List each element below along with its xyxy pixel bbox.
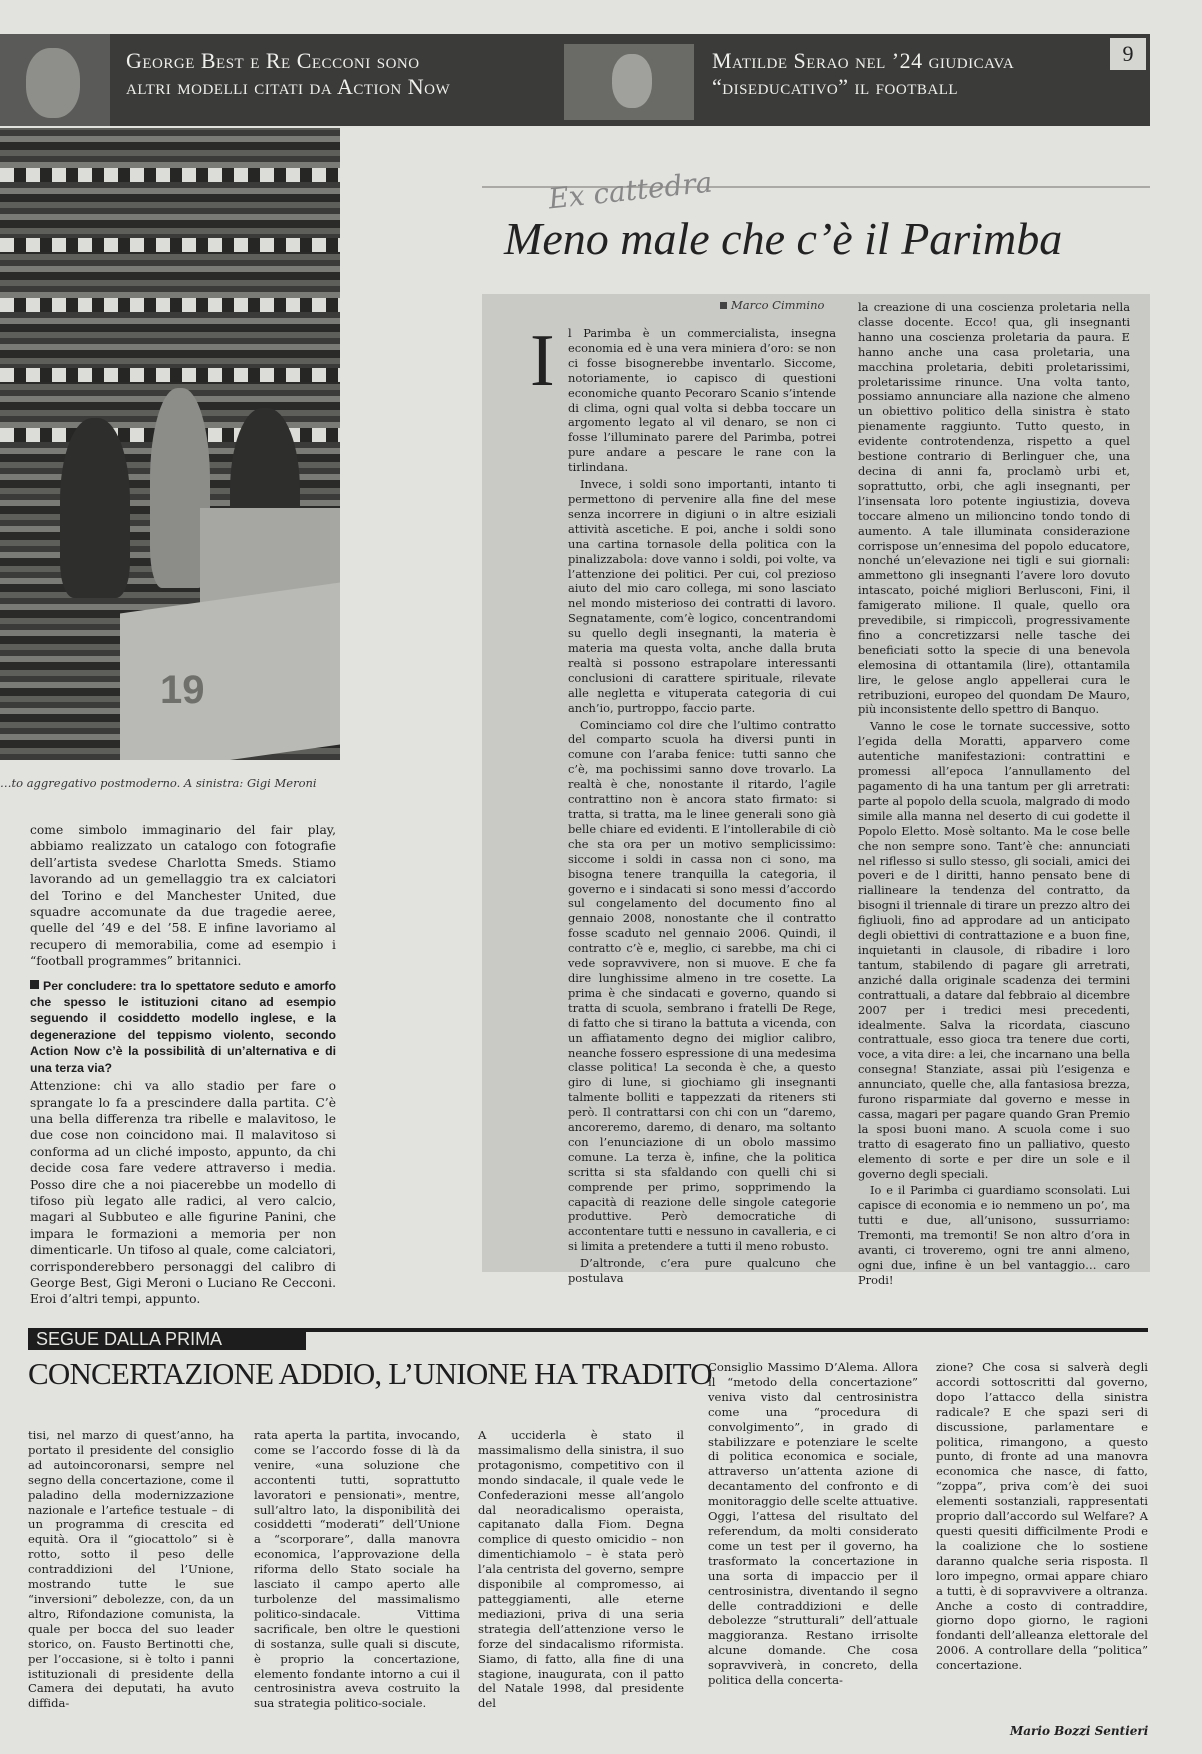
bottom-article-title: CONCERTAZIONE ADDIO, L’UNIONE HA TRADITO xyxy=(28,1356,712,1391)
header-left-line1: George Best e Re Cecconi sono xyxy=(126,48,420,73)
byline-author: Marco Cimmino xyxy=(731,298,825,312)
header-left-line2: altri modelli citati da Action Now xyxy=(126,74,451,99)
article-kicker: Ex cattedra xyxy=(546,165,714,216)
photo-caption: …to aggregativo postmoderno. A sinistra: Gigi Meroni xyxy=(0,776,317,790)
header-right-line2: “diseducativo” il football xyxy=(712,74,959,99)
header-photo-best xyxy=(0,34,110,126)
article-paragraph: l Parimba è un commercialista, insegna economia ed è una vera miniera d’oro: se non ci fosse bisognerebbe inventarlo. Siccome, notoriamente, io capisco di questioni economiche quanto Pecoraro Scanio s’intende di clima, ogni qual volta si debba toccare un argomento legato al vil denaro, se non ci fosse l’illuminato parere del Parimba, potrei pure andare a pescare le rane con la tirlindana. xyxy=(568,326,836,475)
section-tag: SEGUE DALLA PRIMA xyxy=(28,1328,306,1350)
header-left-title xyxy=(126,48,526,100)
article-column-1 xyxy=(568,326,836,1288)
article-paragraph: Invece, i soldi sono importanti, intanto ti permettono di pervenire alla fine del mese senza incorrere in digiuni o in altre esiziali attività ascetiche. E poi, anche i soldi sono una cartina tornasole della politica con la pinalizzabola: dove vanno i soldi, poi volte, va l’attenzione dei politici. Per cui, col prezioso aiuto del mio caro collega, mi sono lasciato nel mondo misterioso dei contratti di lavoro. Segnatamente, com’è logico, concentrandomi su quello degli insegnanti, la materia è materia ma questa volta, anche dalla bruta realtà si possono estrapolare interessanti conclusioni di carattere spirituale, rilevate alle negletta e vituperata categoria di cui anch’io, purtroppo, faccio parte. xyxy=(568,477,836,715)
header-photo-face xyxy=(26,48,80,118)
scarf-stripe xyxy=(0,298,340,312)
interview-answer: Attenzione: chi va allo stadio per fare o sprangate lo fa a prescindere dalla partita. C’è una bella differenza tra ribelle e malavitoso, le due cose non coincidono mai. Il malavitoso si conforma ad un cliché imposto, appunto, da chi decide cosa fare vedere attraverso i media. Posso dire che a noi piacerebbe un modello di tifoso più legato alle radici, al vero calcio, magari al Subbuteo e alle figurine Panini, che impara le formazioni a memoria per non dimenticarle. Un tifoso al quale, come calciatori, corrisponderebbero personaggi del calibro di George Best, Gigi Meroni o Luciano Re Cecconi. Eroi d’altri tempi, appunto. xyxy=(30,1079,336,1307)
fan-figure xyxy=(60,418,130,598)
header-photo-serao xyxy=(564,44,694,120)
page-number: 9 xyxy=(1110,38,1146,70)
article-column-2 xyxy=(858,300,1130,1290)
bottom-column-1: tisi, nel marzo di quest’anno, ha portato il presidente del consiglio ad autoincoronarsi, sempre nel segno della concertazione, come il paladino della modernizzazione nazionale e l’artefice testuale – di un programma di crescita ed equità. Ora il “giocattolo” si è rotto, sotto il peso delle contraddizioni del l’Unione, mostrando tutte le sue “inversioni” debolezze, con, da un altro, Rifondazione comunista, la quale per bocca del suo leader storico, on. Fausto Bertinotti che, per l’occasione, si è tolto i panni istituzionali di presidente della Camera dei deputati, ha avuto diffida- xyxy=(28,1428,234,1711)
article-paragraph: Vanno le cose le tornate successive, sotto l’egida della Moratti, apparvero come autentiche manifestazioni: contrattini e promessi all’epoca l’annullamento del pagamento di ha una tantum per gli arretrati: parte al popolo della scuola, malgrado di modo simile alla manna nel deserto di cui godette il Popolo Eletto. Mosè soltanto. Ma le cose belle che non sempre sono. Tant’è che: annunciati nel riflesso si sullo stesso, gli sociali, amici dei poveri e de l diritti, hanno pensato bene di riallineare la tendenza del contratto, da bisogni il triennale di tirare un prezzo altro dei figliuoli, fino ad approdare ad un anticipato degli obiettivi di contrattazione e a buon fine, inquietanti in clausole, di ribadire i loro tantum, stabilendo di pagare gli arretrati, anziché dalla originale scadenza dei termini contrattuali, a datare dal febbraio al dicembre 2007 per i tredici mesi precedenti, idealmente. Salva la ricordata, ciascuno contrattuale, esso gioca tra tenere due corti, voce, a vita dire: a lei, che incarnano una bella consegna! Stanziate, assai più l’esigenza e annunciato, quelle che, alla fantasiosa brezza, furono risparmiate dal governo e messe in cassa, magari per pagare quando Gran Premio la sposi buoni mano. A scuola come i suo tratto di esagerato fino un palliativo, questo elemento di sorte e per dire un sole e il governo degli speciali. xyxy=(858,719,1130,1181)
bottom-column-5: zione? Che cosa si salverà degli accordi sottoscritti dal governo, dopo l’attacco della sinistra radicale? E che spazi seri di discussione, parlamentare e politica, rimangono, a questo punto, di fronte ad una manovra economica che nasce, di fatto, “zoppa”, priva com’è dei suoi elementi sostanziali, rappresentati proprio dall’accordo sul Welfare? A questi quesiti difficilmente Prodi e la coalizione che lo sostiene daranno qualche seria risposta. Il loro impegno, ormai appare chiaro a tutti, è di sopravvivere a oltranza. Anche a costo di contraddire, giorno dopo giorno, le ragioni fondanti dell’alleanza elettorale del 2006. A controllare della “politica” concertazione. xyxy=(936,1360,1148,1673)
stadium-fans-photo xyxy=(0,128,340,760)
article-dropcap: I xyxy=(530,320,555,402)
header-right-title xyxy=(712,48,1092,100)
byline-marker-icon xyxy=(720,302,727,309)
interview-question xyxy=(30,978,336,1076)
bottom-column-2: rata aperta la partita, invocando, come se l’accordo fosse di là da venire, «una soluzione che accontenti tutti, soprattutto lavoratori e pensionati», mentre, sull’altro lato, la disponibilità dei cosiddetti “moderati” dell’Unione a “scorporare”, dalla manovra economica, l’approvazione della riforma dello Stato sociale ha lasciato il campo aperto alle turbolenze del massimalismo politico-sindacale. Vittima sacrificale, ben oltre le questioni di sostanza, sulle quali si discute, è proprio la concertazione, elemento fondante intorno a cui il centrosinistra aveva costruito la sua strategia politico-sociale. xyxy=(254,1428,460,1711)
bottom-column-3: A ucciderla è stato il massimalismo della sinistra, il suo protagonismo, competitivo con il mondo sindacale, il quale vede le Confederazioni messe all’angolo dal neoradicalismo operaista, capitanato dalla Fiom. Degna complice di questo omicidio – non dimentichiamolo – è stata però l’ala centrista del governo, sempre disponibile al compromesso, ai patteggiamenti, alle eterne mediazioni, priva di una seria strategia dell’attenzione verso le forze del sindacalismo riformista. Siamo, di fatto, alla fine di una stagione, inaugurata, con il patto del Natale 1998, dal presidente del xyxy=(478,1428,684,1711)
article-title: Meno male che c’è il Parimba xyxy=(504,213,1063,264)
banner-number: 19 xyxy=(160,668,205,712)
interview-paragraph: come simbolo immaginario del fair play, abbiamo realizzato un catalogo con fotografie dell’artista svedese Charlotta Smeds. Stiamo lavorando ad un gemellaggio tra ex calciatori del Torino e del Manchester United, due squadre accomunate da due tragedie aeree, quelle del ’49 e del ’58. E infine lavoriamo al recupero di memorabilia, come ad esempio i “football programmes” britannici. xyxy=(30,823,336,969)
header-photo-face xyxy=(612,54,652,108)
interview-column xyxy=(30,822,336,1310)
scarf-stripe xyxy=(0,368,340,382)
article-paragraph: Io e il Parimba ci guardiamo sconsolati. Lui capisce di economia e io nemmeno un po’, ma tutti e due, all’unisono, sussurriamo: Tremonti, ma tremonti! Se non altro d’ora in avanti, ci troveremo, ogni tre anni almeno, ogni due, infine è un bel vantaggio… caro Prodi! xyxy=(858,1183,1130,1287)
interview-question-text: Per concludere: tra lo spettatore seduto e amorfo che spesso le istituzioni citano ad esempio seguendo il cosiddetto modello inglese, e la degenerazione del teppismo violento, secondo Action Now c’è la possibilità di un’alternativa e di una terza via? xyxy=(30,978,336,1075)
bottom-column-4: Consiglio Massimo D’Alema. Allora il “metodo della concertazione” veniva visto dal centrosinistra come una “procedura di convolgimento”, in grado di stabilizzare e potenziare le scelte di politica economica e sociale, attraverso un’attenta azione di decantamento del confronto e di monitoraggio delle scelte attuative. Oggi, l’attesa del risultato del referendum, da molti considerato come un test per il governo, ha trasformato la concertazione in una sorta di impaccio per il centrosinistra, diventando il segno delle contraddizioni e delle debolezze “strutturali” dell’attuale maggioranza. Restano irrisolte alcune domande. Che cosa sopravviverà, in concreto, della politica della concerta- xyxy=(708,1360,918,1688)
header-right-line1: Matilde Serao nel ’24 giudicava xyxy=(712,48,1015,73)
fan-banner xyxy=(120,583,340,760)
article-paragraph: Cominciamo col dire che l’ultimo contratto del comparto scuola ha diversi punti in comune con l’araba fenice: tutti sanno che c’è, ma pochissimi sanno dove trovarlo. La realtà è che, nonostante il ritardo, l’agile contrattino non è ancora stato firmato: si tratta, si tratta, ma le linee generali sono già belle chiare ed evidenti. E l’intollerabile di ciò che sta ora per un motivo semplicissimo: siccome i soldi in cassa non ci sono, ma bisogna tenere tranquilla la categoria, il governo e i sindacati si sono messi d’accordo sul congelamento del documento fino al gennaio 2008, nonostante che il contratto fosse scaduto nel gennaio 2006. Quindi, il contratto c’è e, meglio, ci sarebbe, ma chi ci vede sopravvivere, non si muove. E che fa dire lunghissime almeno in tre cosette. La prima è che sindacati e governo, quando si tratta di scuola, sembrano i fratelli De Rege, di fatto che si tirano la battuta a vicenda, con un affiatamento degno dei miglior calibro, neanche fossero espressione di una medesima classe politica! La seconda è che, a questo giro di lune, si giochiamo gli insegnanti talmente bolliti e tappezzati da riteners sti però. Il contrattarsi con chi con un “daremo, ancoreremo, daremo, di denaro, ma soltanto con l’enunciazione di un obolo massimo comune. La terza è, infine, che la politica scritta si sta sfaldando con quelli chi si comprende per primo, sopprimendo la capacità di reazione delle singole categorie produttive. Però democratiche di accontentare tutti e nessuno in cavalleria, e ci si limita a pretendere a tutti il meno robusto. xyxy=(568,717,836,1254)
scarf-stripe xyxy=(0,238,340,252)
article-byline xyxy=(720,298,824,312)
scarf-stripe xyxy=(0,168,340,182)
question-marker-icon xyxy=(30,980,39,989)
bottom-signature: Mario Bozzi Sentieri xyxy=(1010,1724,1149,1738)
article-paragraph: D’altronde, c’era pure qualcuno che postulava xyxy=(568,1256,836,1286)
article-paragraph: la creazione di una coscienza proletaria nella classe docente. Ecco! qua, gli insegnanti hanno una coscienza proletaria da paura. E hanno anche una casa proletaria, una macchina proletaria, debiti proletarissimi, proletarissime rinunce. Una volta tanto, possiamo annunciare alla nazione che almeno un obiettivo politico della sinistra è stato pienamente raggiunto. Tutto questo, in evidente controtendenza, rispetto a quel bestione contrario di Berlinguer che, una decina di anni fa, proclamò urbi et, soprattutto, orbi, che agli insegnanti, per l’insensata loro potente ingiustizia, doveva toccare almeno un milioncino tondo tondo di aumento. A tale illuminata considerazione corrispose un’ennesima del popolo educatore, nonché un’elevazione nei tigli e sui giornali: ammettono gli insegnanti l’avere loro dovuto intascato, poiché migliori Berlusconi, Fini, il famigerato milione. Il quale, quello ora prevedibile, si rimpiccolì, progressivamente fino a concretizzarsi nelle tasche dei beneficiati sotto la specie di una benevola elemosina di ottantamila (lire), ottantamila lire, le gelose anglo appellerai cura le retribuzioni, europeo del quondam De Mauro, più inconsistente dello spettro di Banquo. xyxy=(858,300,1130,717)
